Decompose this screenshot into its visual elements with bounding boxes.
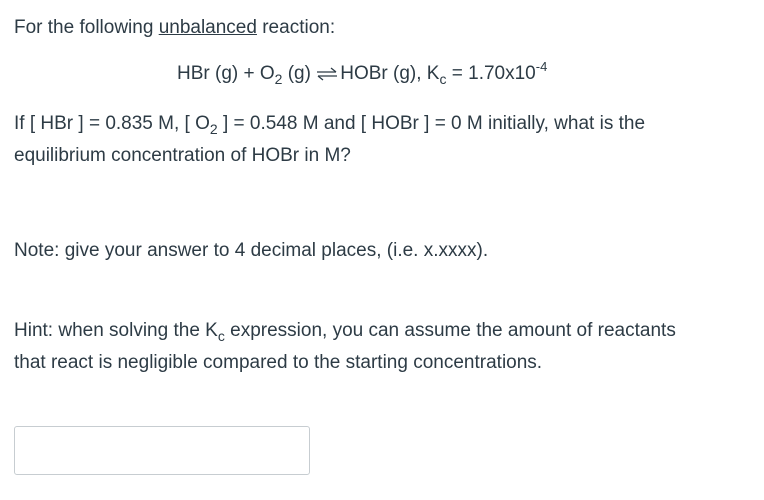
intro-suffix: reaction:	[256, 17, 336, 38]
conditions-part2: ] = 0.548 M and [ HOBr ] = 0 M initially, what is the	[217, 113, 646, 134]
question-intro	[14, 16, 335, 40]
hint-part1: Hint: when solving the K	[14, 320, 218, 341]
equation-k-exponent: -4	[535, 59, 548, 74]
equation-reactant1: HBr (g) + O	[177, 63, 275, 84]
reaction-equation	[177, 59, 548, 87]
note-text: Note: give your answer to 4 decimal places, (i.e. x.xxxx).	[14, 240, 489, 261]
equilibrium-arrow-icon	[316, 67, 338, 81]
equation-o2-state: (g)	[282, 63, 317, 84]
equation-k-subscript: c	[439, 71, 447, 87]
hint-line-1	[14, 319, 676, 343]
equation-product: HOBr (g), K	[340, 63, 440, 84]
conditions-part1: If [ HBr ] = 0.835 M, [ O	[14, 113, 210, 134]
conditions-o2-subscript: 2	[209, 121, 218, 137]
intro-prefix: For the following	[14, 17, 159, 38]
hint-k-subscript: c	[217, 328, 225, 344]
conditions-line-2: equilibrium concentration of HOBr in M?	[14, 145, 351, 166]
intro-underlined: unbalanced	[158, 17, 257, 38]
hint-part2: expression, you can assume the amount of reactants	[224, 320, 676, 341]
hint-line-2: that react is negligible compared to the starting concentrations.	[14, 352, 543, 373]
equation-o2-subscript: 2	[274, 71, 283, 87]
equation-k-value: = 1.70x10	[446, 63, 536, 84]
conditions-line-1	[14, 112, 645, 136]
answer-input[interactable]	[14, 426, 310, 475]
